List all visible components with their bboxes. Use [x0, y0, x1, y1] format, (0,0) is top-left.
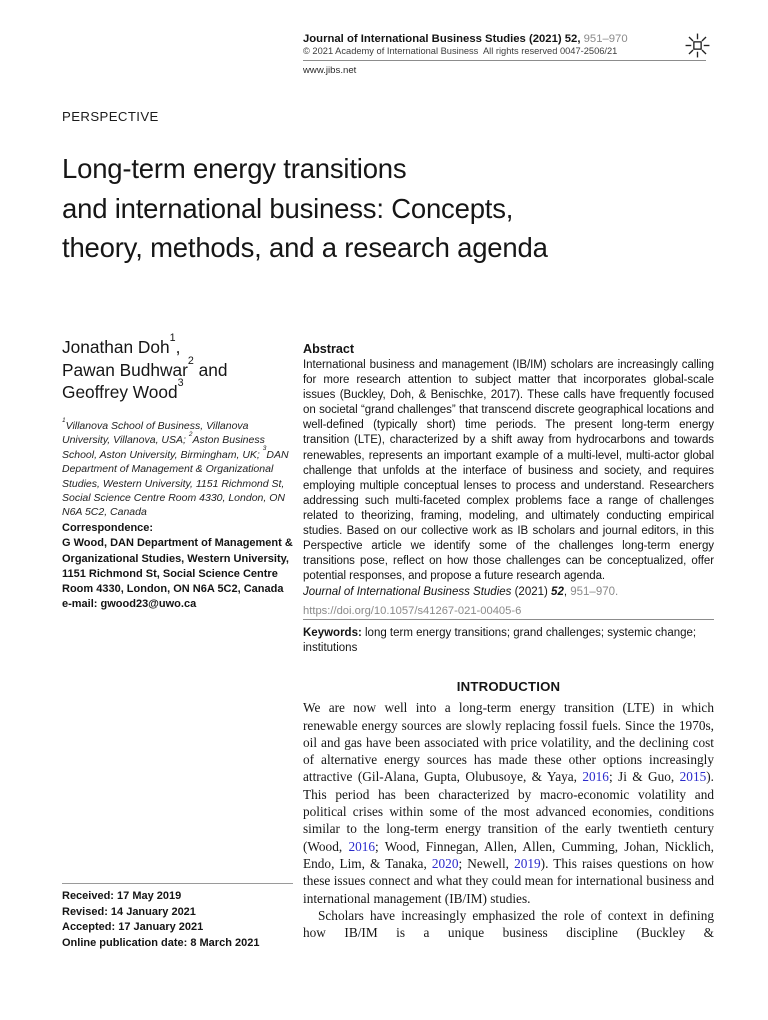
correspondence-label: Correspondence:: [62, 522, 154, 534]
revised-date: Revised: 14 January 2021: [62, 905, 196, 918]
correspondence-email-line: [62, 597, 296, 612]
journal-website-link[interactable]: www.jibs.net: [303, 65, 357, 76]
article-dates-block: [62, 883, 293, 951]
accepted-date: Accepted: 17 January 2021: [62, 921, 204, 934]
introduction-paragraph-1: We are now well into a long-term energy transition (LTE) in which renewable energy sources are slowly replacing fossil fuels. Since the 1970s, oil and gas have been associated with price volatility, and the declining cost of alternative energy sources has made these other options increasingly attractive (Gil-Alana, Gupta, Olubusoye, & Yaya, 2016; Ji & Guo, 2015). This period has been characterized by macro-economic volatility and political crises within some of the most advanced economies, conditions similar to the long-term energy transition of the early twentieth century (Wood, 2016; Wood, Finnegan, Allen, Allen, Cumming, Johan, Nicklich, Endo, Lim, & Tanaka, 2020; Newell, 2019). This raises questions on how these issues connect and what they could mean for international business and international management (IB/IM) studies.: [303, 700, 714, 906]
citation-year-link[interactable]: 2019: [514, 855, 541, 871]
author-list: Jonathan Doh$^1$, Pawan Budhwar$^2$ and Geoffrey Wood$^3$: [62, 332, 228, 402]
abstract-heading: Abstract: [303, 342, 355, 356]
keywords-line: [303, 619, 714, 656]
email-label: e-mail:: [62, 598, 101, 611]
email-link[interactable]: gwood23@uwo.ca: [100, 598, 197, 611]
doi-link[interactable]: https://doi.org/10.1057/s41267-021-00405-6: [303, 604, 522, 617]
correspondence-block: [62, 521, 296, 613]
introduction-paragraph-2: Scholars have increasingly emphasized the role of context in defining how IB/IM is a unique business discipline (Buckley &: [303, 907, 714, 941]
journal-citation-line: Journal of International Business Studies (2021) 52, 951–970: [303, 33, 628, 45]
keywords-text: long term energy transitions; grand challenges; systemic change; institutions: [303, 627, 697, 654]
article-title: Long-term energy transitions and international business: Concepts, theory, methods, and a research agenda: [62, 153, 548, 263]
received-date: Received: 17 May 2019: [62, 890, 182, 902]
self-citation-line: Journal of International Business Studies (2021) 52, 951–970.: [303, 586, 619, 599]
citation-year-link[interactable]: 2020: [431, 855, 459, 871]
publisher-starburst-icon: [684, 32, 711, 59]
citation-year-link[interactable]: 2015: [679, 769, 707, 785]
author-affiliations: $^1$Villanova School of Business, Villanova University, Villanova, USA; $^2$Aston Business School, Aston University, Birmingham, UK; $^3$DAN Department of Management & Organizational Studies, Western University, 1151 Richmond St, Social Science Centre Room 4330, London, ON N6A 5C2, Canada: [62, 416, 289, 519]
abstract-text: International business and management (IB/IM) scholars are increasingly calling for more research attention to subject matter that incorporates global-scale issues (Buckley, Doh, & Benischke, 2017). These calls have frequently focused on societal “grand challenges” that transcend discrete geographical locations and well-defined (typically short) time periods. The present long-term energy transition (LTE), characterized by a shift away from hydrocarbons and towards renewables, represents an important example of a multi-level, multi-actor global challenge that unfolds at the interface of business and society, and requires employing multiple conceptual lenses to process and understand. Researchers addressing such multi-faceted complex problems face a range of challenges related to theorizing, framing, modeling, and ultimately conducting empirical studies. Based on our collective work as IB scholars and journal editors, in this Perspective article we identify some of the challenges long-term energy transitions pose, reflect on how those challenges can be conceptualized, offer potential responses, and propose a future research agenda.: [303, 359, 714, 583]
masthead-divider: [303, 60, 706, 61]
online-publication-date: Online publication date: 8 March 2021: [62, 936, 260, 949]
citation-year-link[interactable]: 2016: [582, 769, 609, 785]
introduction-heading: INTRODUCTION: [456, 679, 561, 694]
citation-year-link[interactable]: 2016: [348, 838, 376, 854]
abstract-section: [303, 342, 714, 619]
article-type-kicker: PERSPECTIVE: [62, 109, 159, 124]
copyright-line: © 2021 Academy of International Business All rights reserved 0047-2506/21: [303, 46, 618, 56]
correspondence-address: G Wood, DAN Department of Management & Organizational Studies, Western University, 1151 Richmond St, Social Science Centre Room 4330, London, ON N6A 5C2, Canada: [62, 537, 293, 596]
keywords-label: Keywords:: [303, 627, 362, 639]
introduction-section: [303, 678, 714, 941]
